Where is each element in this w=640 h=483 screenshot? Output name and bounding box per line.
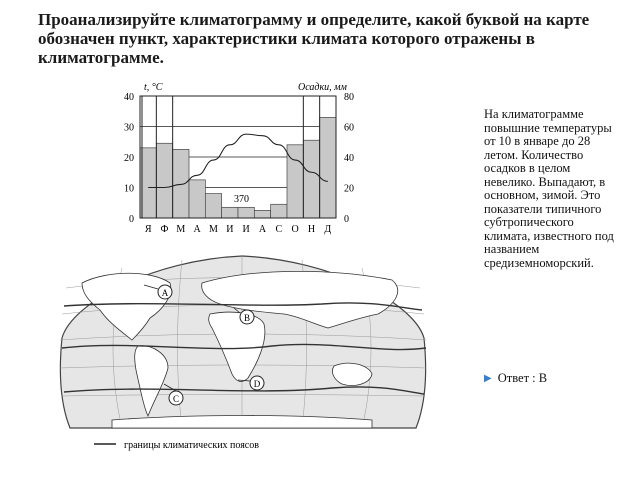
- precip-tick: 60: [344, 122, 354, 134]
- world-map: [60, 256, 426, 451]
- answer-text: На климатограмме повышние температуры от 10 в январе до 28 летом. Количество осадков в целом невелико. Выпадают, в основном, зимой. Это показатели типичного субтропического климата, известного под названием средиземноморский.: [484, 107, 614, 270]
- map-legend-text: границы климатических поясов: [124, 440, 259, 451]
- temp-tick: 0: [129, 214, 134, 225]
- month-label: Ф: [160, 224, 169, 235]
- climatogram: [124, 82, 354, 235]
- antarctica: [112, 416, 372, 429]
- month-label: Н: [307, 224, 316, 235]
- precip-bar: [254, 210, 270, 218]
- precip-bar: [320, 117, 336, 218]
- month-label: М: [176, 224, 186, 235]
- temp-tick: 40: [124, 92, 134, 103]
- precip-bar: [205, 194, 221, 218]
- temp-tick: 10: [124, 183, 134, 195]
- month-label: И: [242, 224, 250, 235]
- slide-title: Проанализируйте климатограмму и определите, какой буквой на карте обозначен пункт, характеристики климата которого отражены в климатограмме.: [38, 10, 590, 67]
- temp-ticks: [124, 92, 134, 225]
- precip-bar: [173, 149, 189, 218]
- precip-bar: [303, 140, 319, 218]
- marker-b-label: B: [243, 313, 251, 323]
- answer-explanation: [484, 108, 614, 270]
- precip-bar: [156, 143, 172, 218]
- month-label: Я: [144, 224, 152, 235]
- month-label: М: [209, 224, 218, 235]
- precip-bar: [189, 180, 205, 218]
- annual-total-label: 370: [234, 194, 249, 205]
- marker-a-label: A: [161, 288, 169, 298]
- answer-bullet: Ответ : В: [497, 371, 548, 385]
- answer-bullet-row: [484, 371, 614, 386]
- precip-ticks: [344, 92, 354, 225]
- bullet-arrow-icon: ▶: [484, 373, 492, 384]
- month-label: И: [226, 224, 234, 235]
- month-label: С: [275, 224, 283, 235]
- temp-tick: 30: [124, 122, 134, 134]
- month-labels: [145, 224, 332, 235]
- precip-tick: 80: [344, 92, 354, 103]
- month-label: Д: [324, 224, 332, 235]
- month-label: О: [291, 224, 299, 235]
- precip-tick: 40: [344, 153, 354, 164]
- marker-d-label: D: [253, 379, 261, 389]
- precip-bar: [271, 204, 287, 218]
- figure-svg: [52, 78, 438, 478]
- figure: [52, 78, 438, 478]
- month-label: А: [193, 224, 201, 235]
- precip-tick: 0: [344, 214, 349, 225]
- month-label: А: [258, 224, 267, 235]
- precip-bar: [222, 207, 238, 218]
- temp-tick: 20: [124, 153, 134, 164]
- marker-c-label: C: [172, 394, 180, 404]
- precip-bar: [238, 207, 254, 218]
- precip-axis-label: Осадки, мм: [298, 82, 347, 93]
- precip-tick: 20: [344, 183, 354, 195]
- temp-axis-label: t, °C: [144, 82, 163, 93]
